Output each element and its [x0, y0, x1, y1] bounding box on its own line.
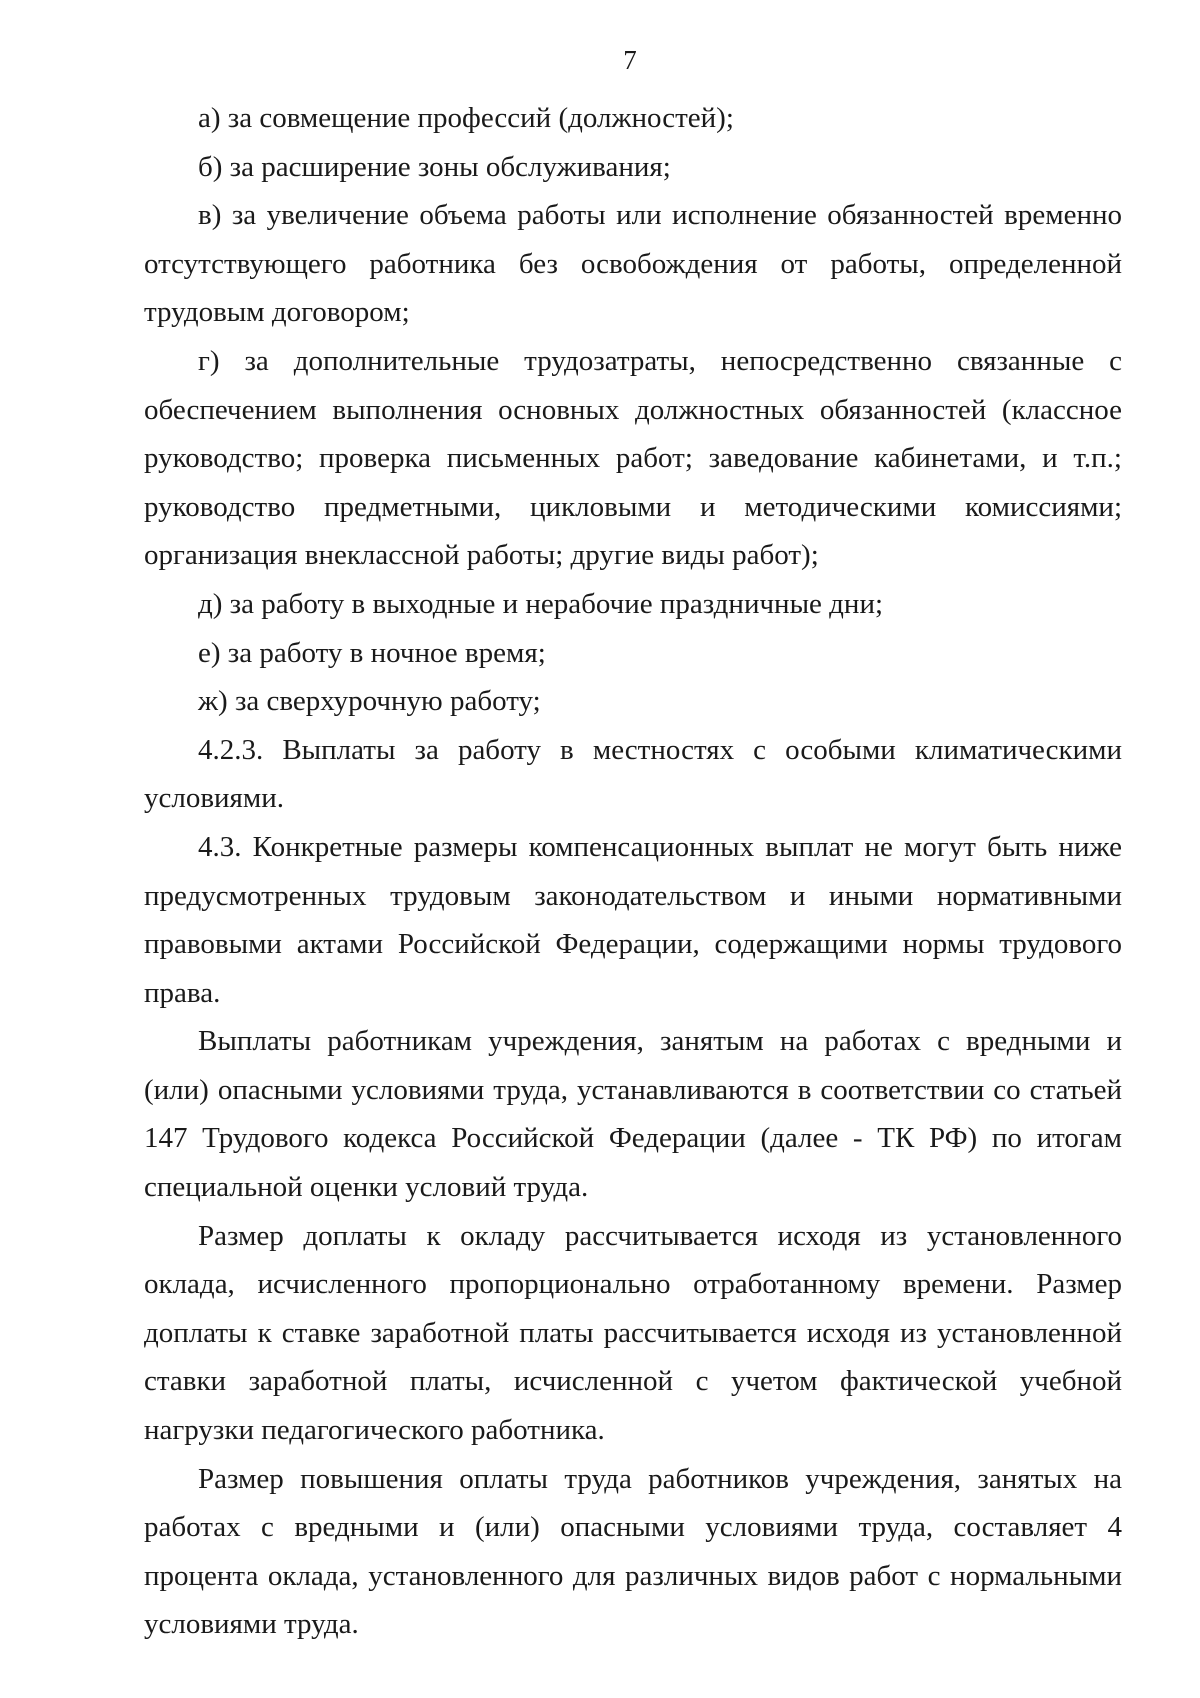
- paragraph-harmful-conditions: Выплаты работникам учреждения, занятым на работах с вредными и (или) опасными условиями труда, устанавливаются в соответствии со статьей 147 Трудового кодекса Российской Федерации (далее - ТК РФ) по итогам специальной оценки условий труда.: [144, 1025, 1122, 1204]
- list-item-a: а) за совмещение профессий (должностей);: [198, 102, 734, 134]
- list-item-zh: ж) за сверхурочную работу;: [198, 685, 541, 718]
- paragraph-surcharge-calculation: Размер доплаты к окладу рассчитывается исходя из установленного оклада, исчисленного пропорционально отработанному времени. Размер доплаты к ставке заработной платы рассчитывается исходя из установленной ставки заработной платы, исчисленной с учетом фактической учебной нагрузки педагогического работника.: [144, 1219, 1122, 1447]
- list-item-e: е) за работу в ночное время;: [198, 636, 546, 669]
- list-item-b: б) за расширение зоны обслуживания;: [198, 150, 671, 183]
- clause-4-3: 4.3. Конкретные размеры компенсационных выплат не могут быть ниже предусмотренных трудовым законодательством и иными нормативными правовыми актами Российской Федерации, содержащими нормы трудового права.: [144, 830, 1122, 1009]
- list-item-v: в) за увеличение объема работы или исполнение обязанностей временно отсутствующего работника без освобождения от работы, определенной трудовым договором;: [144, 199, 1122, 329]
- list-item-d: д) за работу в выходные и нерабочие праздничные дни;: [198, 587, 884, 620]
- paragraph-pay-increase: Размер повышения оплаты труда работников учреждения, занятых на работах с вредными и (или) опасными условиями труда, составляет 4 процента оклада, установленного для различных видов работ с нормальными условиями труда.: [144, 1462, 1122, 1641]
- document-body: [144, 94, 1122, 1649]
- page-number: 7: [623, 45, 637, 75]
- clause-4-2-3: 4.2.3. Выплаты за работу в местностях с особыми климатическими условиями.: [144, 733, 1122, 815]
- list-item-g: г) за дополнительные трудозатраты, непосредственно связанные с обеспечением выполнения основных должностных обязанностей (классное руководство; проверка письменных работ; заведование кабинетами, и т.п.; руководство предметными, цикловыми и методическими комиссиями; организация внеклассной работы; другие виды работ);: [144, 344, 1122, 572]
